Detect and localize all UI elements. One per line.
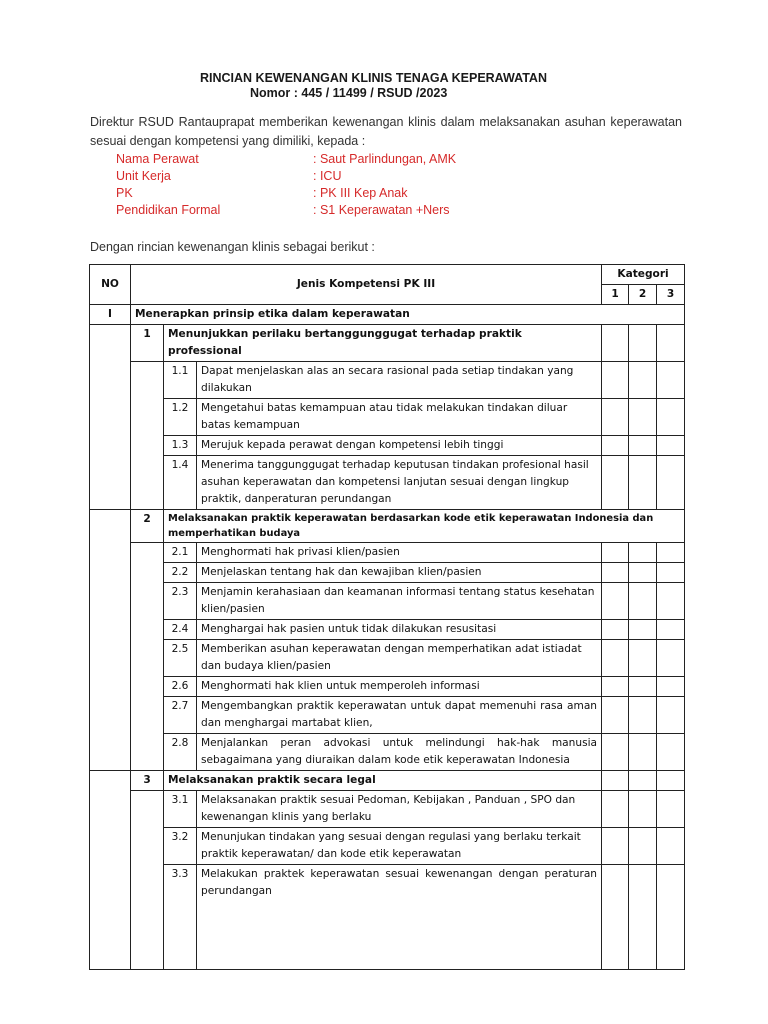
kategori-1-cell[interactable] [602,640,629,677]
kategori-1-cell[interactable] [602,362,629,399]
table-row [90,865,685,970]
kategori-3-cell[interactable] [657,543,685,563]
item-number: 2.1 [164,543,197,563]
blank-cell [131,543,164,771]
header-no: NO [90,265,131,305]
kategori-2-cell[interactable] [629,399,657,436]
item-text: Mengetahui batas kemampuan atau tidak melakukan tindakan diluar batas kemampuan [197,399,602,436]
item-number: 2.8 [164,734,197,771]
item-text: Melaksanakan praktik sesuai Pedoman, Kebijakan , Panduan , SPO dan kewenangan klinis yang berlaku [197,791,602,828]
blank-cell [90,510,131,771]
group-number: 1 [131,325,164,362]
item-number: 2.5 [164,640,197,677]
kategori-2-cell[interactable] [629,791,657,828]
item-text: Menerima tanggunggugat terhadap keputusan tindakan profesional hasil asuhan keperawatan dan kompetensi lanjutan sesuai dengan lingkup praktik, danperaturan perundangan [197,456,602,510]
kategori-3-cell[interactable] [657,771,685,791]
kategori-1-cell[interactable] [602,791,629,828]
kategori-2-cell[interactable] [629,436,657,456]
kategori-3-cell[interactable] [657,620,685,640]
kategori-1-cell[interactable] [602,677,629,697]
kategori-3-cell[interactable] [657,362,685,399]
table-row [90,563,685,583]
header-jenis-kompetensi: Jenis Kompetensi PK III [131,265,602,305]
kategori-2-cell[interactable] [629,543,657,563]
kategori-3-cell[interactable] [657,677,685,697]
table-row [90,734,685,771]
kategori-3-cell[interactable] [657,865,685,970]
table-row [90,543,685,563]
kategori-2-cell[interactable] [629,677,657,697]
kategori-3-cell[interactable] [657,697,685,734]
kategori-1-cell[interactable] [602,543,629,563]
item-text: Menjamin kerahasiaan dan keamanan informasi tentang status kesehatan klien/pasien [197,583,602,620]
blank-cell [131,362,164,510]
field-value: : S1 Keperawatan +Ners [313,203,450,217]
blank-cell [90,771,131,970]
item-text: Menghormati hak klien untuk memperoleh informasi [197,677,602,697]
item-number: 2.3 [164,583,197,620]
group-number: 2 [131,510,164,543]
section-number: I [90,305,131,325]
kategori-3-cell[interactable] [657,563,685,583]
table-header-row [90,265,685,285]
competency-table [89,264,685,970]
item-text: Menunjukan tindakan yang sesuai dengan regulasi yang berlaku terkait praktik keperawatan/ dan kode etik keperawatan [197,828,602,865]
item-number: 1.2 [164,399,197,436]
item-text: Merujuk kepada perawat dengan kompetensi lebih tinggi [197,436,602,456]
field-label: PK [116,186,133,200]
item-text: Memberikan asuhan keperawatan dengan memperhatikan adat istiadat dan budaya klien/pasien [197,640,602,677]
item-text: Melakukan praktek keperawatan sesuai kewenangan dengan peraturan perundangan [197,865,602,970]
kategori-1-cell[interactable] [602,865,629,970]
group-title: Menunjukkan perilaku bertanggunggugat terhadap praktik professional [164,325,602,362]
kategori-2-cell[interactable] [629,734,657,771]
item-number: 3.1 [164,791,197,828]
item-number: 2.7 [164,697,197,734]
field-value: : ICU [313,169,342,183]
kategori-1-cell[interactable] [602,697,629,734]
kategori-3-cell[interactable] [657,791,685,828]
header-kategori-3: 3 [657,285,685,305]
intro-paragraph: Direktur RSUD Rantauprapat memberikan kewenangan klinis dalam melaksanakan asuhan keperawatan sesuai dengan kompetensi yang dimiliki, kepada : [90,115,682,148]
kategori-1-cell[interactable] [602,734,629,771]
group-row [90,510,685,543]
kategori-3-cell[interactable] [657,640,685,677]
table-row [90,828,685,865]
kategori-2-cell[interactable] [629,771,657,791]
group-row [90,325,685,362]
kategori-1-cell[interactable] [602,436,629,456]
item-text: Mengembangkan praktik keperawatan untuk dapat memenuhi rasa aman dan menghargai martabat klien, [197,697,602,734]
kategori-1-cell[interactable] [602,771,629,791]
item-number: 1.3 [164,436,197,456]
table-row [90,456,685,510]
kategori-1-cell[interactable] [602,399,629,436]
table-row [90,399,685,436]
table-row [90,640,685,677]
group-title: Melaksanakan praktik keperawatan berdasarkan kode etik keperawatan Indonesia dan memperhatikan budaya [164,510,685,543]
kategori-2-cell[interactable] [629,563,657,583]
kategori-1-cell[interactable] [602,325,629,362]
section-row [90,305,685,325]
kategori-1-cell[interactable] [602,828,629,865]
field-value: : PK III Kep Anak [313,186,408,200]
table-row [90,791,685,828]
document-number: Nomor : 445 / 11499 / RSUD /2023 [250,86,448,100]
document-title: RINCIAN KEWENANGAN KLINIS TENAGA KEPERAWATAN [200,71,547,85]
table-row [90,677,685,697]
group-number: 3 [131,771,164,791]
blank-cell [90,325,131,510]
kategori-2-cell[interactable] [629,325,657,362]
item-text: Dapat menjelaskan alas an secara rasional pada setiap tindakan yang dilakukan [197,362,602,399]
item-number: 2.6 [164,677,197,697]
item-text: Menjalankan peran advokasi untuk melindungi hak-hak manusia sebagaimana yang diuraikan dalam kode etik keperawatan Indonesia [197,734,602,771]
kategori-2-cell[interactable] [629,828,657,865]
kategori-3-cell[interactable] [657,828,685,865]
item-number: 3.2 [164,828,197,865]
item-number: 1.4 [164,456,197,510]
table-row [90,620,685,640]
kategori-2-cell[interactable] [629,640,657,677]
item-text: Menjelaskan tentang hak dan kewajiban klien/pasien [197,563,602,583]
item-number: 1.1 [164,362,197,399]
item-text: Menghormati hak privasi klien/pasien [197,543,602,563]
group-title: Melaksanakan praktik secara legal [164,771,602,791]
blank-cell [131,791,164,970]
kategori-3-cell[interactable] [657,456,685,510]
kategori-1-cell[interactable] [602,583,629,620]
item-number: 2.2 [164,563,197,583]
kategori-2-cell[interactable] [629,456,657,510]
field-label: Pendidikan Formal [116,203,221,217]
table-row [90,583,685,620]
group-row [90,771,685,791]
item-number: 2.4 [164,620,197,640]
kategori-2-cell[interactable] [629,865,657,970]
kategori-3-cell[interactable] [657,399,685,436]
item-text: Menghargai hak pasien untuk tidak dilakukan resusitasi [197,620,602,640]
kategori-3-cell[interactable] [657,436,685,456]
item-number: 3.3 [164,865,197,970]
table-row [90,362,685,399]
kategori-1-cell[interactable] [602,620,629,640]
kategori-2-cell[interactable] [629,362,657,399]
kategori-3-cell[interactable] [657,583,685,620]
field-label: Unit Kerja [116,169,171,183]
kategori-3-cell[interactable] [657,734,685,771]
table-row [90,697,685,734]
section-title: Menerapkan prinsip etika dalam keperawatan [131,305,685,325]
header-kategori-1: 1 [602,285,629,305]
kategori-2-cell[interactable] [629,583,657,620]
table-row [90,436,685,456]
kategori-1-cell[interactable] [602,456,629,510]
kategori-1-cell[interactable] [602,563,629,583]
kategori-2-cell[interactable] [629,620,657,640]
header-kategori: Kategori [602,265,685,285]
kategori-2-cell[interactable] [629,697,657,734]
field-label: Nama Perawat [116,152,199,166]
lead-text: Dengan rincian kewenangan klinis sebagai berikut : [90,240,375,254]
header-kategori-2: 2 [629,285,657,305]
field-value: : Saut Parlindungan, AMK [313,152,457,166]
kategori-3-cell[interactable] [657,325,685,362]
